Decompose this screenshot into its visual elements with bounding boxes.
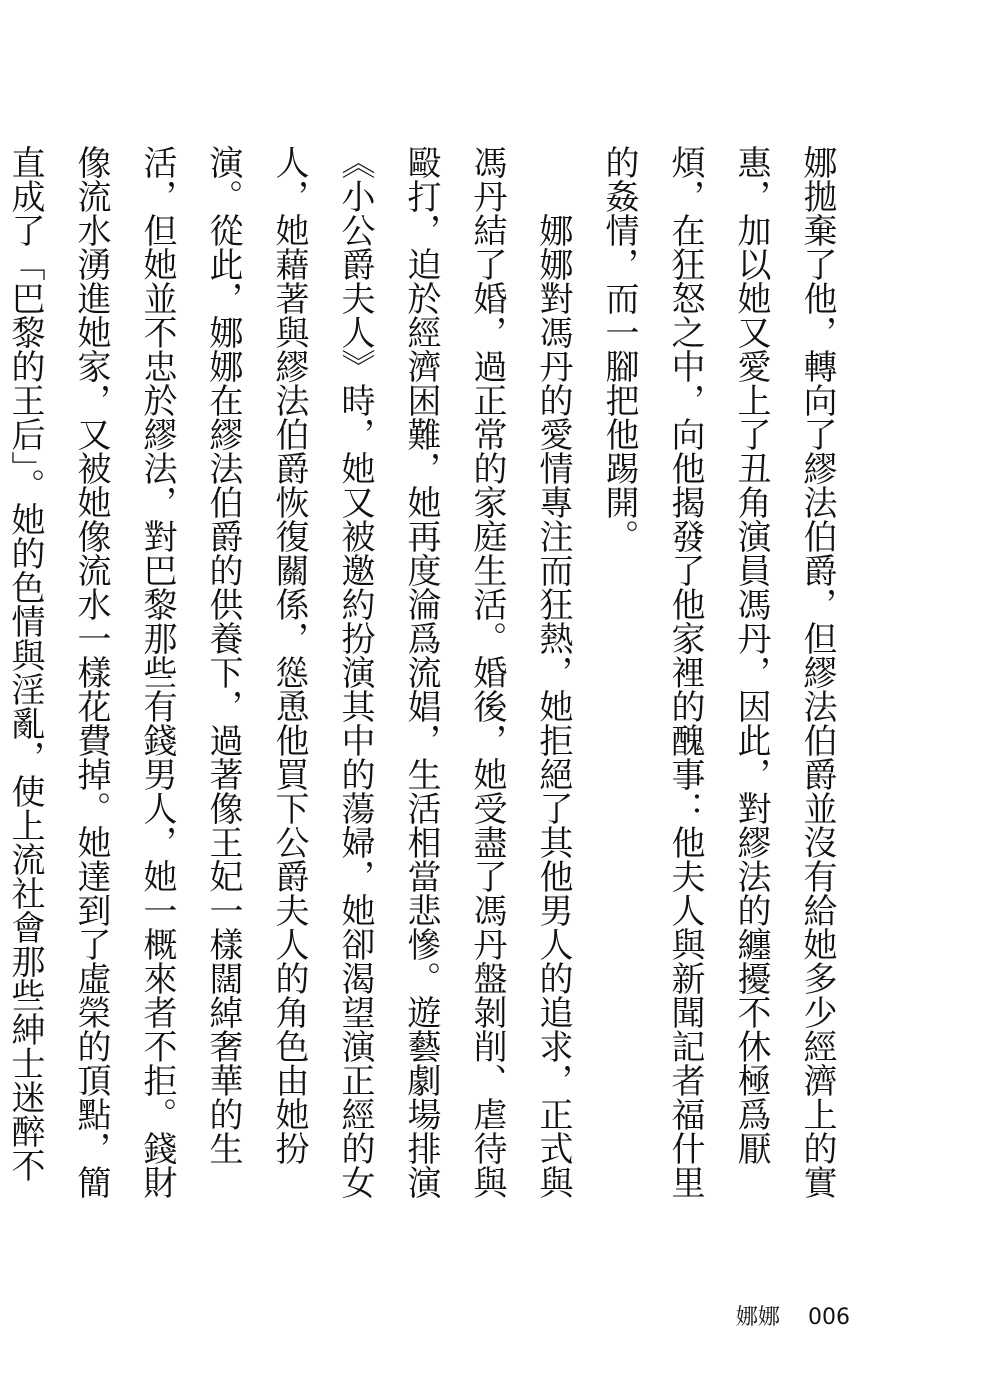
paragraph-1: 娜拋棄了他，轉向了繆法伯爵，但繆法伯爵並沒有給她多少經濟上的實惠，加以她又愛上了丑角演員馮丹，因此，對繆法的纏擾不休極爲厭煩，在狂怒之中，向他揭發了他家裡的醜事：他夫人與新聞記者福什里的姦情，而一腳把他踢開。 — [599, 145, 837, 1199]
page-number: 006 — [808, 1305, 850, 1330]
page-footer — [736, 1300, 850, 1331]
running-title: 娜娜 — [735, 1305, 780, 1330]
paragraph-2: 娜娜對馮丹的愛情專注而狂熱，她拒絕了其他男人的追求，正式與馮丹結了婚，過正常的家庭生活。婚後，她受盡了馮丹盤剝削、虐待與毆打，迫於經濟困難，她再度淪爲流娼，生活相當悲慘。遊藝劇場排演《小公爵夫人》時，她又被邀約扮演其中的蕩婦，她卻渴望演正經的女人，她藉著與繆法伯爵恢復關係，慫恿他買下公爵夫人的角色由她扮演。從此，娜娜在繆法伯爵的供養下，過著像王妃一樣闊綽奢華的生活，但她並不忠於繆法，對巴黎那些有錢男人，她一概來者不拒。錢財像流水湧進她家，又被她像流水一樣花費掉。她達到了虛榮的頂點，簡直成了「巴黎的王后」。她的色情與淫亂，使上流社會那些紳士迷醉不 — [5, 145, 573, 1199]
vertical-text-body — [0, 145, 850, 1215]
